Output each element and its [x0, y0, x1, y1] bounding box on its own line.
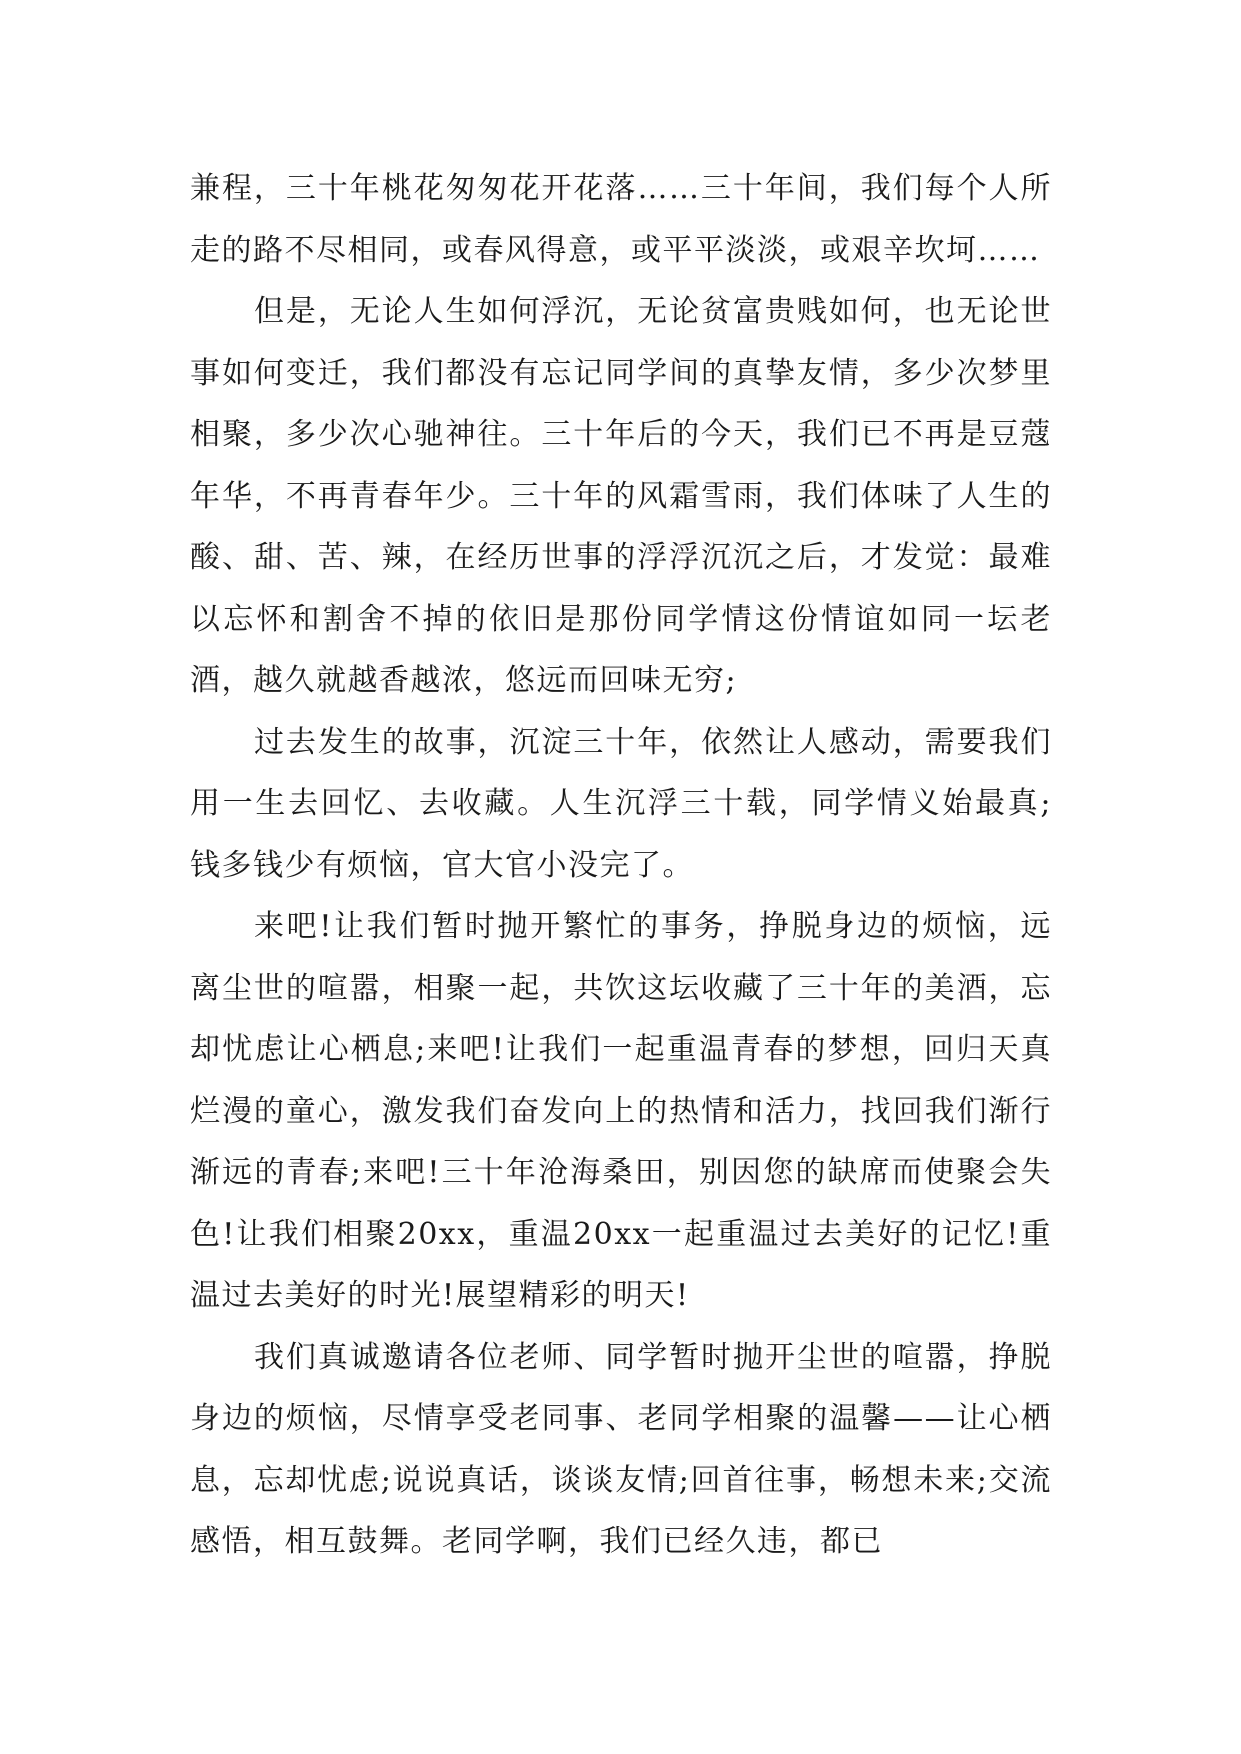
paragraph-invitation-call: 来吧!让我们暂时抛开繁忙的事务，挣脱身边的烦恼，远离尘世的喧嚣，相聚一起，共饮这坛收藏了三十年的美酒，忘却忧虑让心栖息;来吧!让我们一起重温青春的梦想，回归天真烂漫的童心，激发我们奋发向上的热情和活力，找回我们渐行渐远的青春;来吧!三十年沧海桑田，别因您的缺席而使聚会失色!让我们相聚20xx，重温20xx一起重温过去美好的记忆!重温过去美好的时光!展望精彩的明天! — [190, 909, 1052, 1313]
document-body — [190, 158, 1052, 1573]
paragraph-friendship: 但是，无论人生如何浮沉，无论贫富贵贱如何，也无论世事如何变迁，我们都没有忘记同学间的真挚友情，多少次梦里相聚，多少次心驰神往。三十年后的今天，我们已不再是豆蔻年华，不再青春年少。三十年的风霜雪雨，我们体味了人生的酸、甜、苦、辣，在经历世事的浮浮沉沉之后，才发觉：最难以忘怀和割舍不掉的依旧是那份同学情这份情谊如同一坛老酒，越久就越香越浓，悠远而回味无穷; — [190, 294, 1052, 698]
paragraph-sincere-invitation: 我们真诚邀请各位老师、同学暂时抛开尘世的喧嚣，挣脱身边的烦恼，尽情享受老同事、老同学相聚的温馨——让心栖息，忘却忧虑;说说真话，谈谈友情;回首往事，畅想未来;交流感悟，相互鼓舞。老同学啊，我们已经久违，都已 — [190, 1339, 1052, 1559]
paragraph-continuation: 兼程，三十年桃花匆匆花开花落……三十年间，我们每个人所走的路不尽相同，或春风得意，或平平淡淡，或艰辛坎坷…… — [190, 171, 1052, 268]
paragraph-memories: 过去发生的故事，沉淀三十年，依然让人感动，需要我们用一生去回忆、去收藏。人生沉浮三十载，同学情义始最真;钱多钱少有烦恼，官大官小没完了。 — [190, 724, 1052, 883]
